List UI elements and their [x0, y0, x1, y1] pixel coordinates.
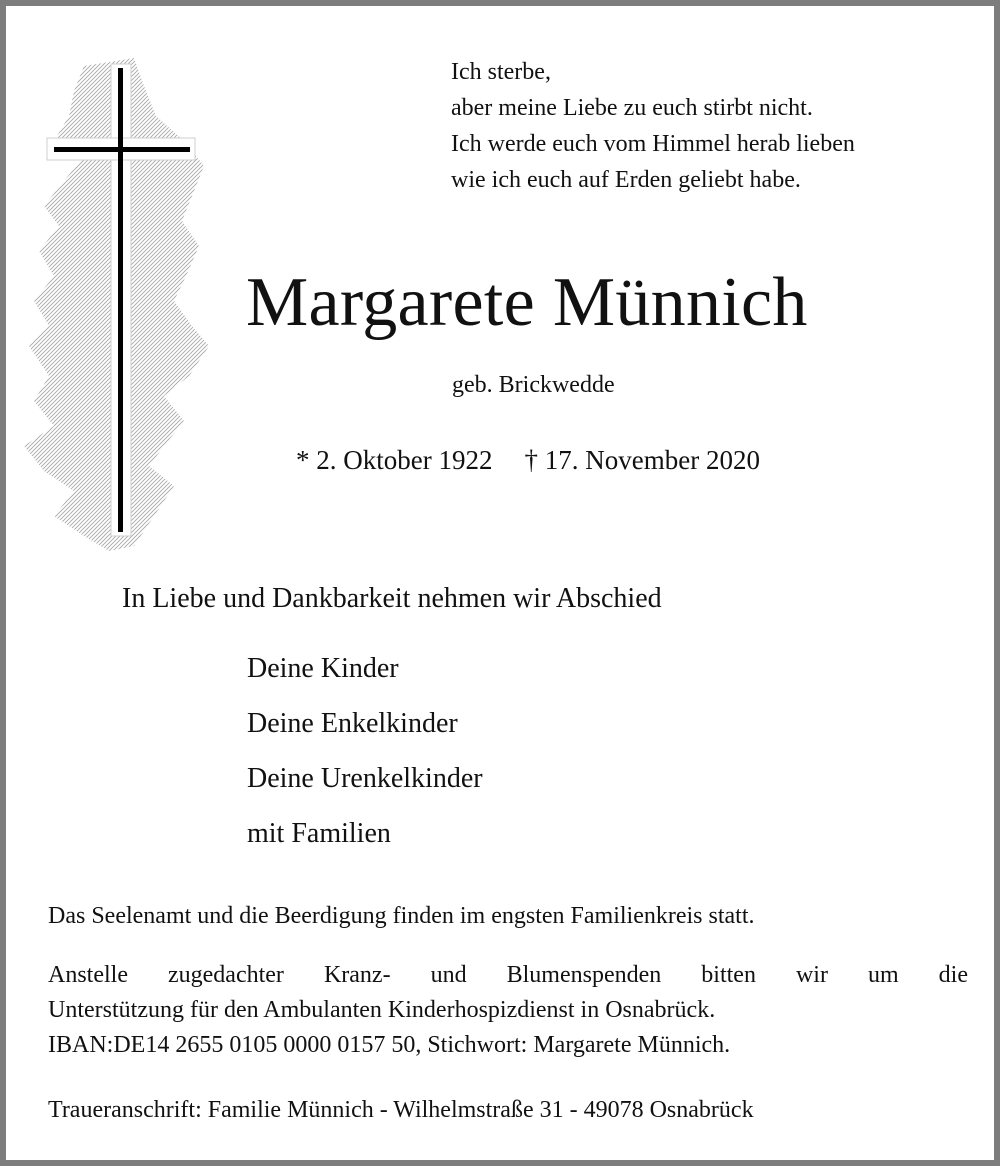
cross-icon [14, 46, 219, 561]
farewell-text: In Liebe und Dankbarkeit nehmen wir Abschied [122, 583, 662, 614]
mourner-entry: mit Familien [247, 818, 391, 849]
death-date: † 17. November 2020 [524, 445, 760, 475]
burial-notice: Das Seelenamt und die Beerdigung finden im engsten Familienkreis statt. [48, 903, 755, 929]
mourning-address: Traueranschrift: Familie Münnich - Wilhelmstraße 31 - 49078 Osnabrück [48, 1097, 754, 1123]
mourner-entry: Deine Urenkelkinder [247, 763, 483, 794]
mourners-list [247, 649, 483, 869]
mourner-entry: Deine Kinder [247, 653, 399, 684]
donation-request [48, 958, 968, 1063]
cross-vertical [118, 68, 123, 532]
cross-horizontal [54, 147, 190, 152]
poem-line: Ich sterbe, [451, 59, 551, 85]
deceased-name: Margarete Münnich [246, 264, 808, 341]
birth-date: * 2. Oktober 1922 [296, 445, 493, 475]
donation-line: Unterstützung für den Ambulanten Kinderhospizdienst in Osnabrück. [48, 997, 716, 1023]
poem-line: aber meine Liebe zu euch stirbt nicht. [451, 95, 813, 121]
poem-line: Ich werde euch vom Himmel herab lieben [451, 131, 855, 157]
poem-line: wie ich euch auf Erden geliebt habe. [451, 167, 801, 193]
life-dates [296, 442, 760, 478]
donation-line: Anstelle zugedachter Kranz- und Blumenspenden bitten wir um die [48, 962, 968, 988]
donation-iban: IBAN:DE14 2655 0105 0000 0157 50, Stichwort: Margarete Münnich. [48, 1032, 731, 1058]
poem [451, 54, 855, 198]
mourner-entry: Deine Enkelkinder [247, 708, 458, 739]
maiden-name: geb. Brickwedde [452, 372, 615, 398]
